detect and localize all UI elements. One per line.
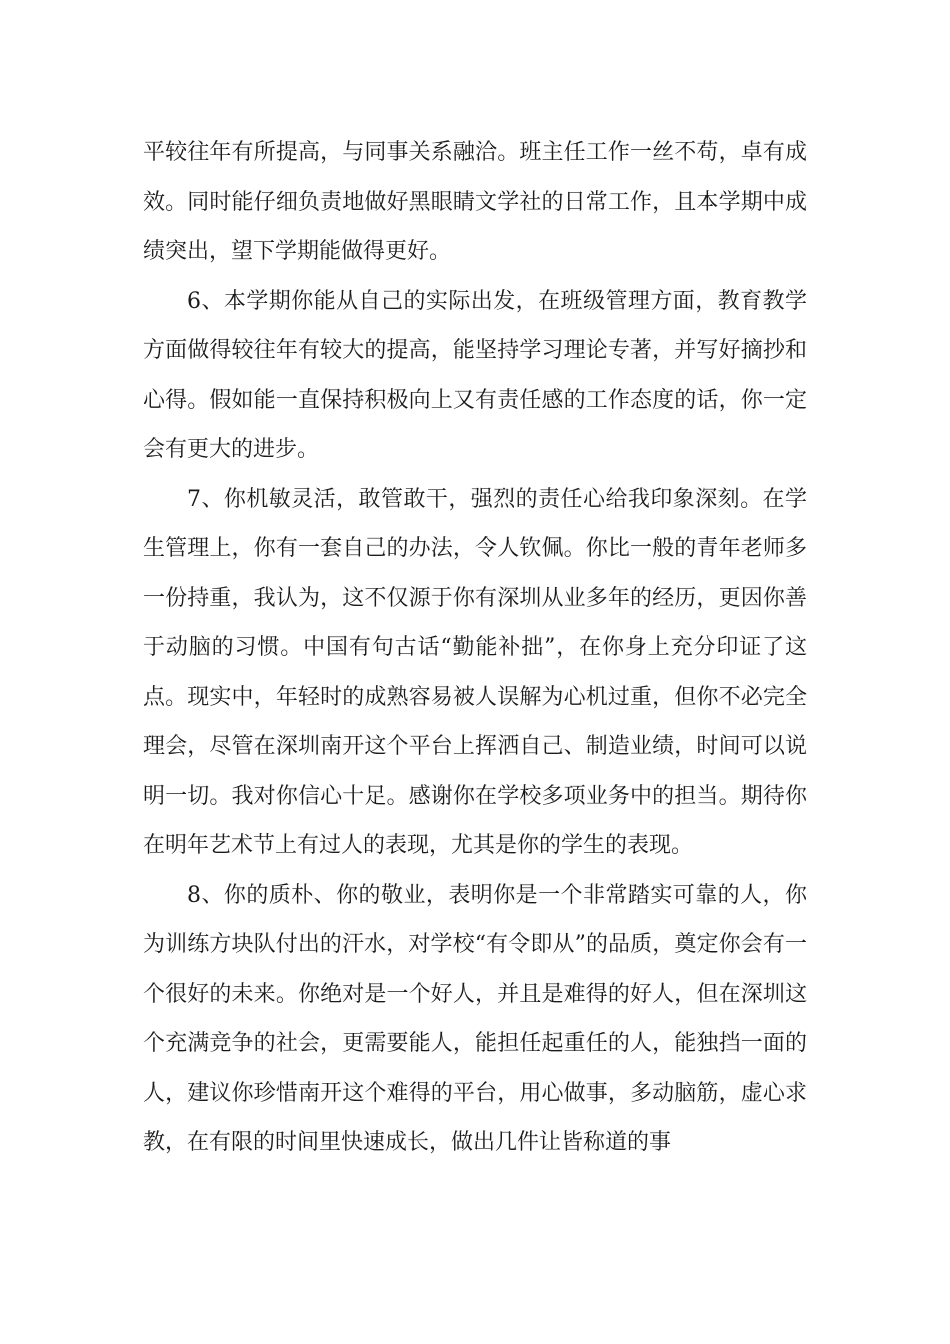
paragraph-8: 8、你的质朴、你的敬业，表明你是一个非常踏实可靠的人，你为训练方块队付出的汗水，对学校“有令即从”的品质，奠定你会有一个很好的未来。你绝对是一个好人，并且是难得的好人，但在深圳这个充满竞争的社会，更需要能人，能担任起重任的人，能独挡一面的人，建议你珍惜南开这个难得的平台，用心做事，多动脑筋，虚心求教，在有限的时间里快速成长，做出几件让皆称道的事 [143, 882, 807, 1155]
document-body [143, 128, 807, 1168]
paragraph-continued: 平较往年有所提高，与同事关系融洽。班主任工作一丝不苟，卓有成效。同时能仔细负责地做好黑眼睛文学社的日常工作，且本学期中成绩突出，望下学期能做得更好。 [143, 140, 807, 264]
paragraph-6: 6、本学期你能从自己的实际出发，在班级管理方面，教育教学方面做得较往年有较大的提高，能坚持学习理论专著，并写好摘抄和心得。假如能一直保持积极向上又有责任感的工作态度的话，你一定会有更大的进步。 [143, 288, 807, 462]
paragraph-7: 7、你机敏灵活，敢管敢干，强烈的责任心给我印象深刻。在学生管理上，你有一套自己的办法，令人钦佩。你比一般的青年老师多一份持重，我认为，这不仅源于你有深圳从业多年的经历，更因你善于动脑的习惯。中国有句古话“勤能补拙”，在你身上充分印证了这点。现实中，年轻时的成熟容易被人误解为心机过重，但你不必完全理会，尽管在深圳南开这个平台上挥洒自己、制造业绩，时间可以说明一切。我对你信心十足。感谢你在学校多项业务中的担当。期待你在明年艺术节上有过人的表现，尤其是你的学生的表现。 [143, 486, 807, 858]
